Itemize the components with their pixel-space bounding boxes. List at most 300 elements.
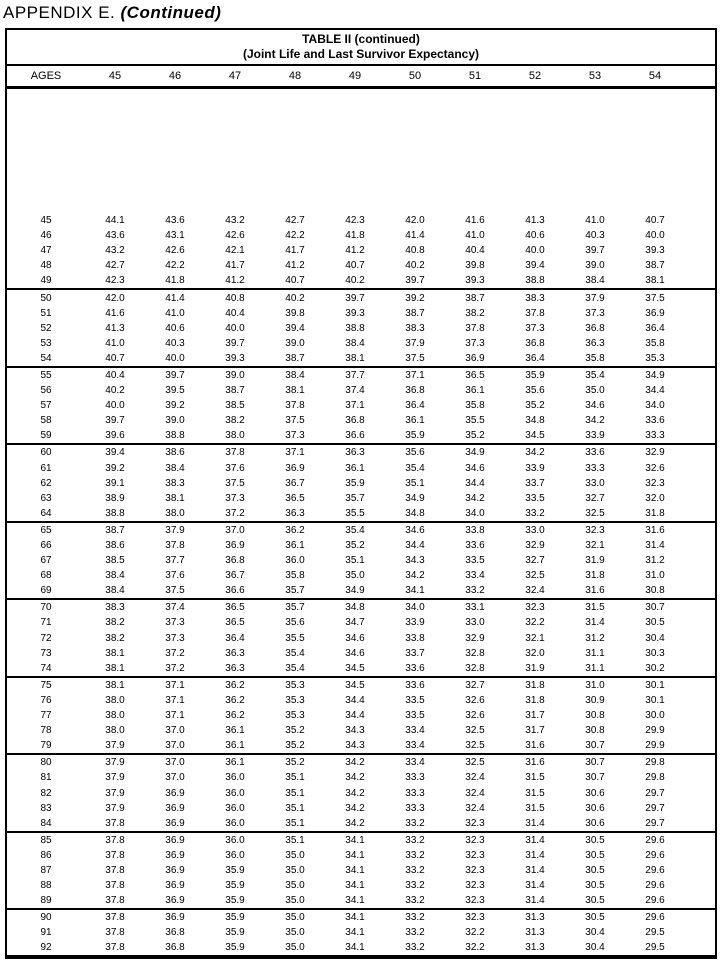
value-cell: 31.6 [525, 740, 545, 752]
value-cell: 34.2 [405, 570, 425, 582]
value-cell: 39.0 [285, 337, 305, 349]
value-cell: 35.0 [285, 849, 305, 861]
value-cell: 37.2 [165, 662, 185, 674]
value-cell: 36.8 [345, 415, 365, 427]
value-cell: 41.7 [285, 245, 305, 257]
value-cell: 30.9 [585, 694, 605, 706]
value-cell: 40.4 [465, 245, 485, 257]
value-cell: 41.3 [105, 322, 125, 334]
value-cell: 38.0 [105, 710, 125, 722]
table-row-age-55 [7, 366, 715, 383]
table-row-age-46 [7, 228, 715, 243]
value-cell: 32.7 [525, 555, 545, 567]
value-cell: 39.4 [105, 447, 125, 459]
value-cell: 36.9 [165, 912, 185, 924]
table-title-line2: (Joint Life and Last Survivor Expectancy) [242, 47, 480, 61]
value-cell: 38.5 [105, 555, 125, 567]
table-row-age-84 [7, 816, 715, 831]
value-cell: 34.2 [345, 787, 365, 799]
value-cell: 36.3 [585, 337, 605, 349]
value-cell: 35.2 [285, 725, 305, 737]
value-cell: 31.7 [525, 725, 545, 737]
value-cell: 36.8 [585, 322, 605, 334]
value-cell: 40.6 [525, 230, 545, 242]
value-cell: 29.8 [645, 772, 665, 784]
value-cell: 35.9 [225, 927, 245, 939]
age-cell: 79 [40, 740, 52, 752]
value-cell: 38.2 [105, 632, 125, 644]
table-row-age-71 [7, 615, 715, 630]
value-cell: 35.6 [405, 447, 425, 459]
value-cell: 37.3 [165, 632, 185, 644]
value-cell: 33.2 [405, 880, 425, 892]
value-cell: 31.6 [645, 524, 665, 536]
value-cell: 33.5 [405, 710, 425, 722]
age-cell: 60 [40, 447, 52, 459]
value-cell: 36.4 [405, 400, 425, 412]
value-cell: 31.8 [645, 507, 665, 519]
value-cell: 40.6 [165, 322, 185, 334]
value-cell: 32.2 [525, 617, 545, 629]
value-cell: 34.4 [345, 710, 365, 722]
value-cell: 36.5 [225, 617, 245, 629]
value-cell: 37.5 [645, 292, 665, 304]
value-cell: 37.0 [165, 757, 185, 769]
value-cell: 33.3 [405, 772, 425, 784]
value-cell: 42.0 [405, 215, 425, 227]
value-cell: 34.3 [405, 555, 425, 567]
age-cell: 65 [40, 524, 52, 536]
value-cell: 38.1 [105, 662, 125, 674]
value-cell: 35.0 [285, 864, 305, 876]
table-ii [5, 28, 717, 959]
value-cell: 39.7 [345, 292, 365, 304]
table-row-age-65 [7, 521, 715, 538]
age-cell: 70 [40, 602, 52, 614]
value-cell: 31.5 [525, 802, 545, 814]
table-header-row [7, 66, 715, 89]
value-cell: 35.1 [285, 787, 305, 799]
value-cell: 38.3 [525, 292, 545, 304]
value-cell: 33.0 [585, 477, 605, 489]
value-cell: 29.6 [645, 864, 665, 876]
age-cell: 67 [40, 555, 52, 567]
value-cell: 34.1 [345, 927, 365, 939]
table-row-age-70 [7, 598, 715, 615]
value-cell: 39.3 [465, 275, 485, 287]
value-cell: 32.6 [465, 710, 485, 722]
value-cell: 40.7 [285, 275, 305, 287]
value-cell: 37.8 [105, 880, 125, 892]
table-body [7, 89, 715, 956]
value-cell: 32.8 [465, 647, 485, 659]
header-ages: AGES [30, 70, 62, 82]
value-cell: 29.6 [645, 912, 665, 924]
value-cell: 40.0 [525, 245, 545, 257]
value-cell: 30.1 [645, 679, 665, 691]
age-cell: 54 [40, 352, 52, 364]
value-cell: 32.3 [645, 477, 665, 489]
value-cell: 31.9 [585, 555, 605, 567]
value-cell: 31.4 [525, 864, 545, 876]
value-cell: 37.3 [585, 307, 605, 319]
value-cell: 37.8 [105, 834, 125, 846]
header-age-46: 46 [168, 70, 182, 82]
age-cell: 62 [40, 477, 52, 489]
value-cell: 36.3 [225, 662, 245, 674]
value-cell: 38.2 [105, 617, 125, 629]
value-cell: 33.0 [465, 617, 485, 629]
value-cell: 34.2 [345, 772, 365, 784]
value-cell: 35.3 [285, 694, 305, 706]
value-cell: 37.9 [105, 802, 125, 814]
value-cell: 30.8 [585, 710, 605, 722]
value-cell: 36.1 [225, 757, 245, 769]
value-cell: 43.2 [105, 245, 125, 257]
age-cell: 80 [40, 757, 52, 769]
value-cell: 31.6 [525, 757, 545, 769]
age-cell: 78 [40, 725, 52, 737]
value-cell: 31.6 [585, 585, 605, 597]
value-cell: 37.8 [105, 942, 125, 954]
value-cell: 32.3 [465, 834, 485, 846]
value-cell: 37.9 [105, 740, 125, 752]
value-cell: 32.5 [465, 740, 485, 752]
table-row-age-47 [7, 243, 715, 258]
value-cell: 32.8 [465, 662, 485, 674]
value-cell: 36.8 [165, 942, 185, 954]
value-cell: 38.8 [165, 430, 185, 442]
value-cell: 31.8 [525, 679, 545, 691]
table-row-age-59 [7, 428, 715, 443]
value-cell: 36.1 [225, 740, 245, 752]
age-cell: 55 [40, 369, 52, 381]
value-cell: 31.0 [585, 679, 605, 691]
value-cell: 42.7 [285, 215, 305, 227]
value-cell: 38.4 [285, 369, 305, 381]
value-cell: 42.3 [345, 215, 365, 227]
value-cell: 34.5 [345, 662, 365, 674]
value-cell: 35.0 [285, 912, 305, 924]
value-cell: 36.8 [405, 385, 425, 397]
value-cell: 38.0 [105, 725, 125, 737]
value-cell: 38.1 [105, 679, 125, 691]
value-cell: 31.3 [525, 927, 545, 939]
value-cell: 40.2 [105, 385, 125, 397]
value-cell: 36.9 [165, 880, 185, 892]
value-cell: 36.0 [225, 802, 245, 814]
value-cell: 41.8 [165, 275, 185, 287]
value-cell: 38.8 [525, 275, 545, 287]
table-row-age-62 [7, 476, 715, 491]
value-cell: 34.2 [345, 817, 365, 829]
value-cell: 30.5 [585, 912, 605, 924]
value-cell: 39.7 [105, 415, 125, 427]
value-cell: 34.9 [405, 492, 425, 504]
value-cell: 36.9 [465, 352, 485, 364]
value-cell: 40.2 [405, 260, 425, 272]
value-cell: 38.7 [645, 260, 665, 272]
value-cell: 40.3 [585, 230, 605, 242]
value-cell: 41.6 [465, 215, 485, 227]
value-cell: 31.4 [525, 817, 545, 829]
age-cell: 59 [40, 430, 52, 442]
value-cell: 42.2 [165, 260, 185, 272]
value-cell: 35.4 [405, 462, 425, 474]
value-cell: 33.4 [405, 740, 425, 752]
value-cell: 33.7 [525, 477, 545, 489]
age-cell: 58 [40, 415, 52, 427]
table-row-age-63 [7, 491, 715, 506]
header-age-45: 45 [108, 70, 122, 82]
value-cell: 33.5 [525, 492, 545, 504]
value-cell: 36.1 [345, 462, 365, 474]
value-cell: 32.3 [465, 895, 485, 907]
age-cell: 92 [40, 942, 52, 954]
value-cell: 33.6 [465, 540, 485, 552]
value-cell: 35.3 [645, 352, 665, 364]
value-cell: 37.0 [225, 524, 245, 536]
value-cell: 36.9 [225, 540, 245, 552]
value-cell: 34.6 [345, 632, 365, 644]
value-cell: 37.8 [105, 817, 125, 829]
value-cell: 34.9 [345, 585, 365, 597]
value-cell: 35.8 [285, 570, 305, 582]
value-cell: 34.1 [345, 912, 365, 924]
value-cell: 39.4 [285, 322, 305, 334]
value-cell: 42.1 [225, 245, 245, 257]
value-cell: 36.4 [525, 352, 545, 364]
age-cell: 72 [40, 632, 52, 644]
value-cell: 41.7 [225, 260, 245, 272]
age-cell: 76 [40, 694, 52, 706]
value-cell: 38.0 [225, 430, 245, 442]
value-cell: 39.6 [105, 430, 125, 442]
value-cell: 29.6 [645, 849, 665, 861]
value-cell: 34.5 [345, 679, 365, 691]
value-cell: 41.6 [105, 307, 125, 319]
table-row-age-57 [7, 398, 715, 413]
value-cell: 35.6 [285, 617, 305, 629]
value-cell: 37.9 [105, 757, 125, 769]
value-cell: 36.3 [225, 647, 245, 659]
value-cell: 34.0 [645, 400, 665, 412]
value-cell: 34.1 [345, 864, 365, 876]
value-cell: 34.1 [405, 585, 425, 597]
age-cell: 52 [40, 322, 52, 334]
value-cell: 39.3 [645, 245, 665, 257]
value-cell: 36.2 [285, 524, 305, 536]
value-cell: 43.1 [165, 230, 185, 242]
table-row-age-79 [7, 738, 715, 753]
value-cell: 36.7 [225, 570, 245, 582]
value-cell: 37.8 [105, 864, 125, 876]
value-cell: 29.9 [645, 740, 665, 752]
value-cell: 39.8 [465, 260, 485, 272]
value-cell: 33.4 [405, 725, 425, 737]
value-cell: 33.2 [465, 585, 485, 597]
value-cell: 38.2 [225, 415, 245, 427]
value-cell: 31.3 [525, 912, 545, 924]
age-cell: 91 [40, 927, 52, 939]
value-cell: 37.5 [225, 477, 245, 489]
value-cell: 39.4 [525, 260, 545, 272]
value-cell: 31.4 [645, 540, 665, 552]
age-cell: 51 [40, 307, 52, 319]
value-cell: 40.0 [165, 352, 185, 364]
table-row-age-66 [7, 538, 715, 553]
value-cell: 35.8 [645, 337, 665, 349]
age-cell: 63 [40, 492, 52, 504]
age-cell: 57 [40, 400, 52, 412]
age-cell: 64 [40, 507, 52, 519]
value-cell: 39.0 [165, 415, 185, 427]
value-cell: 33.9 [405, 617, 425, 629]
table-row-age-64 [7, 506, 715, 521]
table-row-age-86 [7, 848, 715, 863]
value-cell: 36.8 [165, 927, 185, 939]
value-cell: 37.1 [405, 369, 425, 381]
value-cell: 35.2 [285, 757, 305, 769]
value-cell: 36.4 [225, 632, 245, 644]
table-row-age-60 [7, 443, 715, 460]
value-cell: 33.3 [645, 430, 665, 442]
value-cell: 31.7 [525, 710, 545, 722]
value-cell: 33.8 [465, 524, 485, 536]
age-cell: 77 [40, 710, 52, 722]
value-cell: 40.3 [165, 337, 185, 349]
value-cell: 35.9 [225, 912, 245, 924]
table-row-age-92 [7, 940, 715, 955]
value-cell: 37.9 [585, 292, 605, 304]
value-cell: 34.6 [405, 524, 425, 536]
value-cell: 32.4 [465, 787, 485, 799]
value-cell: 37.1 [165, 679, 185, 691]
table-row-age-58 [7, 413, 715, 428]
value-cell: 39.2 [405, 292, 425, 304]
value-cell: 35.5 [465, 415, 485, 427]
value-cell: 37.8 [105, 912, 125, 924]
value-cell: 32.9 [645, 447, 665, 459]
value-cell: 34.1 [345, 834, 365, 846]
value-cell: 34.5 [525, 430, 545, 442]
value-cell: 32.3 [465, 849, 485, 861]
value-cell: 35.0 [285, 895, 305, 907]
age-cell: 49 [40, 275, 52, 287]
value-cell: 30.5 [585, 849, 605, 861]
value-cell: 37.0 [165, 725, 185, 737]
value-cell: 37.7 [165, 555, 185, 567]
header-age-51: 51 [468, 70, 482, 82]
age-cell: 47 [40, 245, 52, 257]
value-cell: 29.5 [645, 942, 665, 954]
value-cell: 37.8 [105, 849, 125, 861]
value-cell: 35.0 [285, 880, 305, 892]
value-cell: 39.7 [165, 369, 185, 381]
value-cell: 43.6 [165, 215, 185, 227]
value-cell: 31.9 [525, 662, 545, 674]
value-cell: 34.6 [465, 462, 485, 474]
value-cell: 37.1 [345, 400, 365, 412]
age-cell: 71 [40, 617, 52, 629]
header-age-47: 47 [228, 70, 242, 82]
value-cell: 33.6 [645, 415, 665, 427]
value-cell: 30.6 [585, 802, 605, 814]
value-cell: 39.7 [585, 245, 605, 257]
value-cell: 30.7 [645, 602, 665, 614]
table-row-age-88 [7, 878, 715, 893]
value-cell: 32.3 [465, 912, 485, 924]
value-cell: 34.2 [585, 415, 605, 427]
value-cell: 33.3 [585, 462, 605, 474]
value-cell: 37.8 [525, 307, 545, 319]
value-cell: 36.2 [225, 679, 245, 691]
value-cell: 37.3 [525, 322, 545, 334]
value-cell: 31.1 [585, 662, 605, 674]
value-cell: 36.9 [165, 817, 185, 829]
value-cell: 40.2 [285, 292, 305, 304]
value-cell: 34.4 [645, 385, 665, 397]
value-cell: 38.4 [165, 462, 185, 474]
value-cell: 35.2 [525, 400, 545, 412]
value-cell: 40.8 [405, 245, 425, 257]
value-cell: 34.1 [345, 880, 365, 892]
age-cell: 82 [40, 787, 52, 799]
value-cell: 35.0 [285, 927, 305, 939]
table-row-age-61 [7, 461, 715, 476]
value-cell: 30.8 [585, 725, 605, 737]
value-cell: 30.4 [585, 927, 605, 939]
value-cell: 39.0 [225, 369, 245, 381]
value-cell: 33.1 [465, 602, 485, 614]
value-cell: 41.4 [165, 292, 185, 304]
table-row-age-80 [7, 753, 715, 770]
value-cell: 37.8 [105, 895, 125, 907]
value-cell: 31.4 [525, 880, 545, 892]
value-cell: 33.4 [465, 570, 485, 582]
value-cell: 31.5 [525, 772, 545, 784]
value-cell: 37.8 [225, 447, 245, 459]
value-cell: 34.6 [345, 647, 365, 659]
value-cell: 31.2 [585, 632, 605, 644]
value-cell: 33.2 [405, 927, 425, 939]
value-cell: 34.1 [345, 849, 365, 861]
value-cell: 29.6 [645, 834, 665, 846]
value-cell: 36.0 [225, 772, 245, 784]
table-row-age-82 [7, 785, 715, 800]
value-cell: 42.3 [105, 275, 125, 287]
age-cell: 74 [40, 662, 52, 674]
age-cell: 85 [40, 834, 52, 846]
value-cell: 34.0 [405, 602, 425, 614]
value-cell: 36.4 [645, 322, 665, 334]
value-cell: 38.1 [645, 275, 665, 287]
value-cell: 36.1 [225, 725, 245, 737]
age-cell: 69 [40, 585, 52, 597]
value-cell: 38.4 [585, 275, 605, 287]
value-cell: 37.6 [165, 570, 185, 582]
table-row-age-45 [7, 213, 715, 228]
value-cell: 30.5 [585, 834, 605, 846]
value-cell: 38.5 [225, 400, 245, 412]
age-cell: 89 [40, 895, 52, 907]
value-cell: 35.7 [345, 492, 365, 504]
age-cell: 81 [40, 772, 52, 784]
header-age-49: 49 [348, 70, 362, 82]
value-cell: 32.4 [465, 802, 485, 814]
value-cell: 35.9 [345, 477, 365, 489]
value-cell: 36.0 [225, 787, 245, 799]
